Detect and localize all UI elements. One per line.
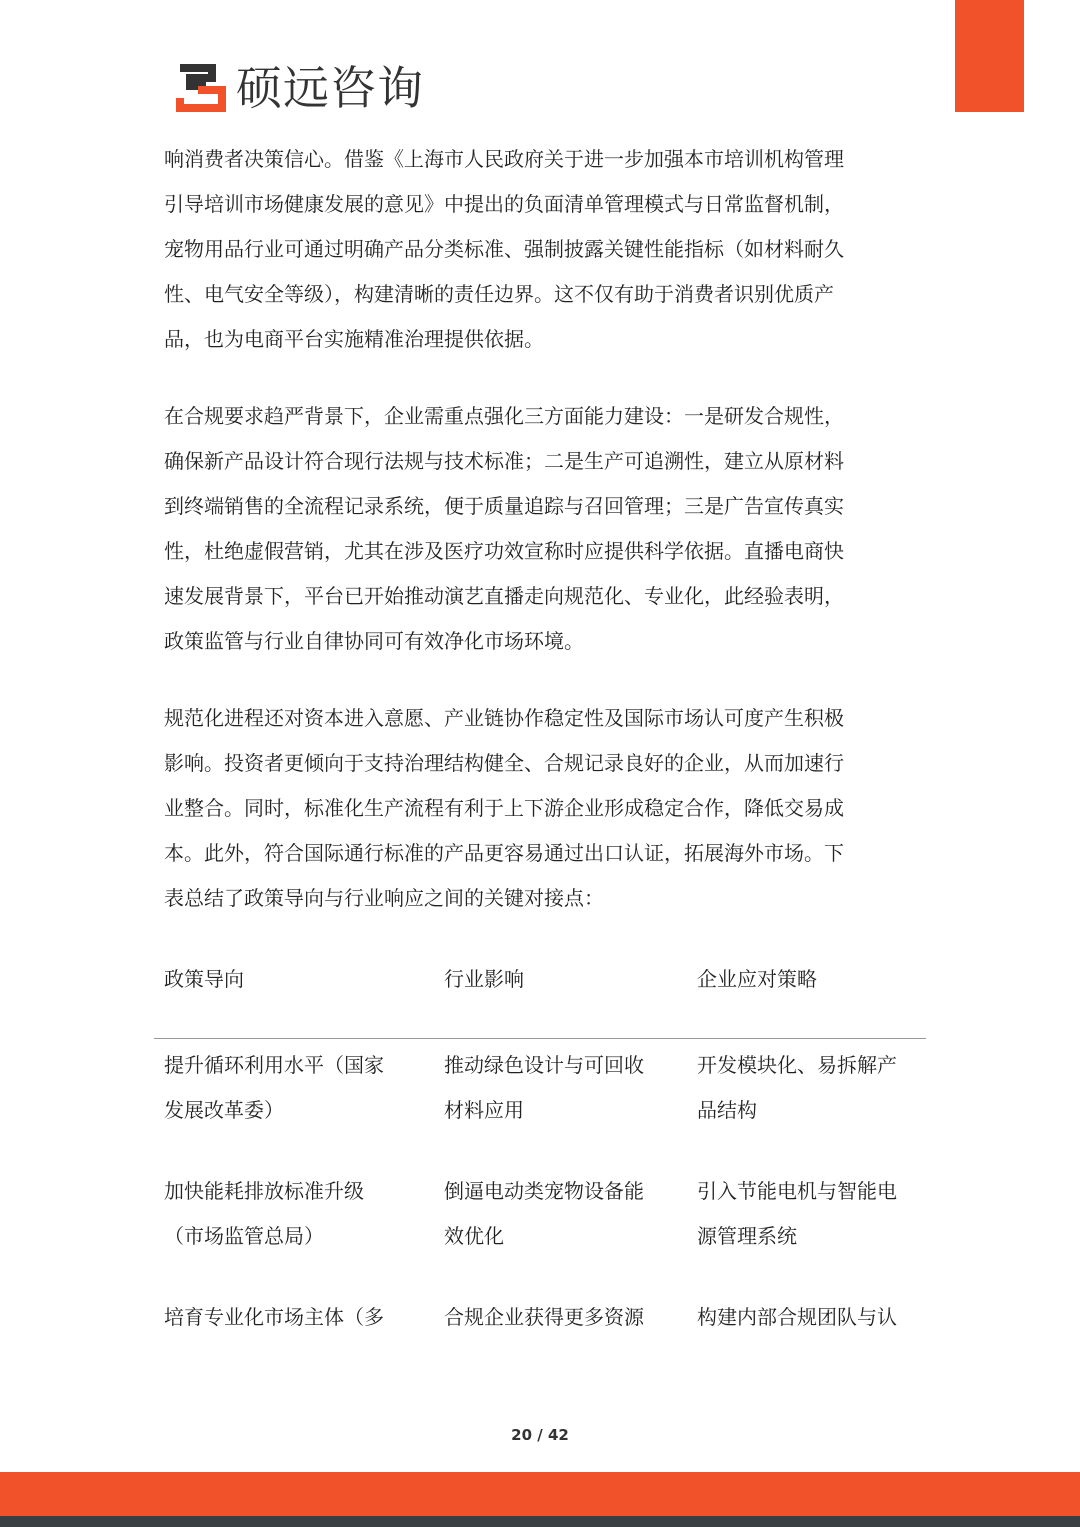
footer-accent-bar bbox=[0, 1472, 1080, 1516]
cell-line: 培育专业化市场主体（多 bbox=[164, 1305, 384, 1329]
table-header-impact: 行业影响 bbox=[444, 967, 524, 991]
cell-line: 提升循环利用水平（国家 bbox=[164, 1053, 384, 1077]
table-cell-policy bbox=[164, 1169, 414, 1259]
paragraph-line: 业整合。同时，标准化生产流程有利于上下游企业形成稳定合作，降低交易成 bbox=[164, 796, 844, 820]
paragraph-line: 影响。投资者更倾向于支持治理结构健全、合规记录良好的企业，从而加速行 bbox=[164, 751, 844, 775]
body-paragraph bbox=[164, 696, 924, 921]
paragraph-line: 确保新产品设计符合现行法规与技术标准；二是生产可追溯性，建立从原材料 bbox=[164, 449, 844, 473]
cell-line: 源管理系统 bbox=[697, 1224, 797, 1248]
cell-line: 倒逼电动类宠物设备能 bbox=[444, 1179, 644, 1203]
cell-line: （市场监管总局） bbox=[164, 1224, 324, 1248]
cell-line: 引入节能电机与智能电 bbox=[697, 1179, 897, 1203]
paragraph-line: 本。此外，符合国际通行标准的产品更容易通过出口认证，拓展海外市场。下 bbox=[164, 841, 844, 865]
paragraph-line: 表总结了政策导向与行业响应之间的关键对接点： bbox=[164, 886, 604, 910]
footer-dark-strip bbox=[0, 1516, 1080, 1527]
table-row bbox=[154, 1291, 926, 1417]
corner-accent-tab bbox=[955, 0, 1024, 112]
cell-line: 品结构 bbox=[697, 1098, 757, 1122]
paragraph-line: 政策监管与行业自律协同可有效净化市场环境。 bbox=[164, 629, 584, 653]
table-header-row bbox=[154, 952, 926, 1039]
paragraph-line: 性，杜绝虚假营销，尤其在涉及医疗功效宣称时应提供科学依据。直播电商快 bbox=[164, 539, 844, 563]
table-header-strategy: 企业应对策略 bbox=[697, 967, 817, 991]
cell-line: 推动绿色设计与可回收 bbox=[444, 1053, 644, 1077]
paragraph-line: 响消费者决策信心。借鉴《上海市人民政府关于进一步加强本市培训机构管理 bbox=[164, 147, 844, 171]
table-cell-strategy bbox=[697, 1295, 926, 1340]
table-cell-impact bbox=[444, 1295, 674, 1340]
cell-line: 材料应用 bbox=[444, 1098, 524, 1122]
table-cell-policy bbox=[164, 1295, 414, 1340]
paragraph-line: 到终端销售的全流程记录系统，便于质量追踪与召回管理；三是广告宣传真实 bbox=[164, 494, 844, 518]
table-header-policy: 政策导向 bbox=[164, 967, 244, 991]
table-row bbox=[154, 1165, 926, 1291]
cell-line: 开发模块化、易拆解产 bbox=[697, 1053, 897, 1077]
brand-logo-icon bbox=[176, 62, 228, 114]
page-number: 20 / 42 bbox=[511, 1426, 569, 1444]
table-row bbox=[154, 1039, 926, 1165]
paragraph-line: 宠物用品行业可通过明确产品分类标准、强制披露关键性能指标（如材料耐久 bbox=[164, 237, 844, 261]
paragraph-line: 在合规要求趋严背景下，企业需重点强化三方面能力建设：一是研发合规性， bbox=[164, 404, 844, 428]
paragraph-line: 速发展背景下，平台已开始推动演艺直播走向规范化、专业化，此经验表明， bbox=[164, 584, 844, 608]
paragraph-line: 规范化进程还对资本进入意愿、产业链协作稳定性及国际市场认可度产生积极 bbox=[164, 706, 844, 730]
table-cell-impact bbox=[444, 1169, 674, 1259]
brand-logo bbox=[176, 58, 424, 118]
cell-line: 构建内部合规团队与认 bbox=[697, 1305, 897, 1329]
table-cell-strategy bbox=[697, 1043, 926, 1133]
cell-line: 效优化 bbox=[444, 1224, 504, 1248]
cell-line: 加快能耗排放标准升级 bbox=[164, 1179, 364, 1203]
paragraph-line: 性、电气安全等级），构建清晰的责任边界。这不仅有助于消费者识别优质产 bbox=[164, 282, 834, 306]
paragraph-line: 品，也为电商平台实施精准治理提供依据。 bbox=[164, 327, 544, 351]
body-paragraph bbox=[164, 137, 924, 362]
brand-name: 硕远咨询 bbox=[236, 61, 424, 115]
table-cell-impact bbox=[444, 1043, 674, 1133]
body-paragraph bbox=[164, 394, 924, 664]
table-cell-policy bbox=[164, 1043, 414, 1133]
policy-response-table bbox=[154, 952, 926, 1417]
table-cell-strategy bbox=[697, 1169, 926, 1259]
cell-line: 发展改革委） bbox=[164, 1098, 284, 1122]
paragraph-line: 引导培训市场健康发展的意见》中提出的负面清单管理模式与日常监督机制， bbox=[164, 192, 844, 216]
cell-line: 合规企业获得更多资源 bbox=[444, 1305, 644, 1329]
